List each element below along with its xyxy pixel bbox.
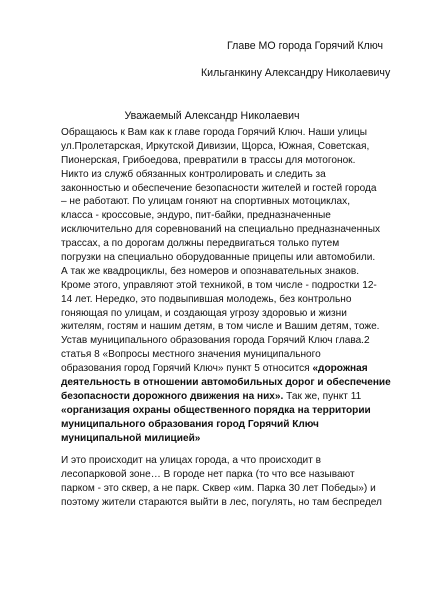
- text-line: Никто из служб обязанных контролировать и следить за: [61, 168, 326, 180]
- text-line: парком - это сквер, а не парк. Сквер «им. Парка 30 лет Победы») и: [61, 483, 376, 495]
- text-normal: Так же, пункт 11: [283, 390, 362, 402]
- text-line: деятельность в отношении автомобильных дорог и обеспечение: [61, 377, 391, 389]
- text-bold: «дорожная: [312, 363, 368, 375]
- text-bold: безопасности дорожного движения на них».: [61, 390, 284, 402]
- text-normal: образования город Горячий Ключ» пункт 5 относится: [61, 363, 313, 375]
- text-line: трассах, а по дорогам должны передвигаться только путем: [61, 238, 340, 250]
- text-line: А так же квадроциклы, без номеров и опознавательных знаков.: [61, 265, 359, 277]
- text-line: исключительно для соревнований на специально предназначенных: [61, 224, 381, 236]
- text-line: статья 8 «Вопросы местного значения муниципального: [61, 349, 321, 361]
- text-line: муниципального образования город Горячий Ключ: [61, 418, 319, 430]
- letter-body: [61, 126, 411, 510]
- paragraph-2: [61, 454, 411, 510]
- paragraph-1: [61, 126, 411, 362]
- bold-block-b: [61, 404, 411, 446]
- text-line: лесопарковой зоне… В городе нет парка (то что все называют: [61, 469, 355, 481]
- text-line: «организация охраны общественного порядка на территории: [61, 404, 371, 416]
- text-line: ул.Пролетарская, Иркутской Дивизии, Щорса, Южная, Советская,: [61, 140, 370, 152]
- text-line-mixed: [61, 362, 411, 376]
- text-line: поэтому жители стараются выйти в лес, погулять, но там беспредел: [61, 497, 382, 509]
- text-line: законностью и обеспечение безопасности жителей и гостей города: [61, 182, 377, 194]
- text-line: 14 лет. Нередко, это подвыпившая молодежь, без контрольно: [61, 293, 352, 305]
- text-line: погрузки на специально оборудованные прицепы или автомобили.: [61, 252, 376, 264]
- bold-block-a: [61, 376, 411, 390]
- text-line: муниципальной милицией»: [61, 432, 201, 444]
- text-line: И это происходит на улицах города, а что происходит в: [61, 455, 321, 467]
- text-line: Обращаюсь к Вам как к главе города Горячий Ключ. Наши улицы: [61, 127, 368, 138]
- recipient-line-2: Кильганкину Александру Николаевичу: [201, 67, 391, 79]
- text-line: Устав муниципального образования города Горячий Ключ глава.2: [61, 335, 370, 347]
- recipient-line-1: Главе МО города Горячий Ключ: [227, 40, 383, 52]
- text-line: – не работают. По улицам гоняют на спортивных мотоциклах,: [61, 196, 351, 208]
- text-line-mixed: [61, 390, 411, 404]
- greeting: Уважаемый Александр Николаевич: [124, 110, 300, 122]
- text-line: класса - кроссовые, эндуро, пит-байки, предназначенные: [61, 210, 331, 222]
- text-line: Кроме этого, управляют этой техникой, в том числе - подростки 12-: [61, 279, 377, 291]
- text-line: гоняющая по улицам, и создающая угрозу здоровью и жизни: [61, 307, 347, 319]
- paragraph-gap: [61, 445, 411, 454]
- text-line: жителям, гостям и нашим детям, в том числе и Вашим детям, тоже.: [61, 321, 380, 333]
- text-line: Пионерская, Грибоедова, превратили в трассы для мотогонок.: [61, 154, 356, 166]
